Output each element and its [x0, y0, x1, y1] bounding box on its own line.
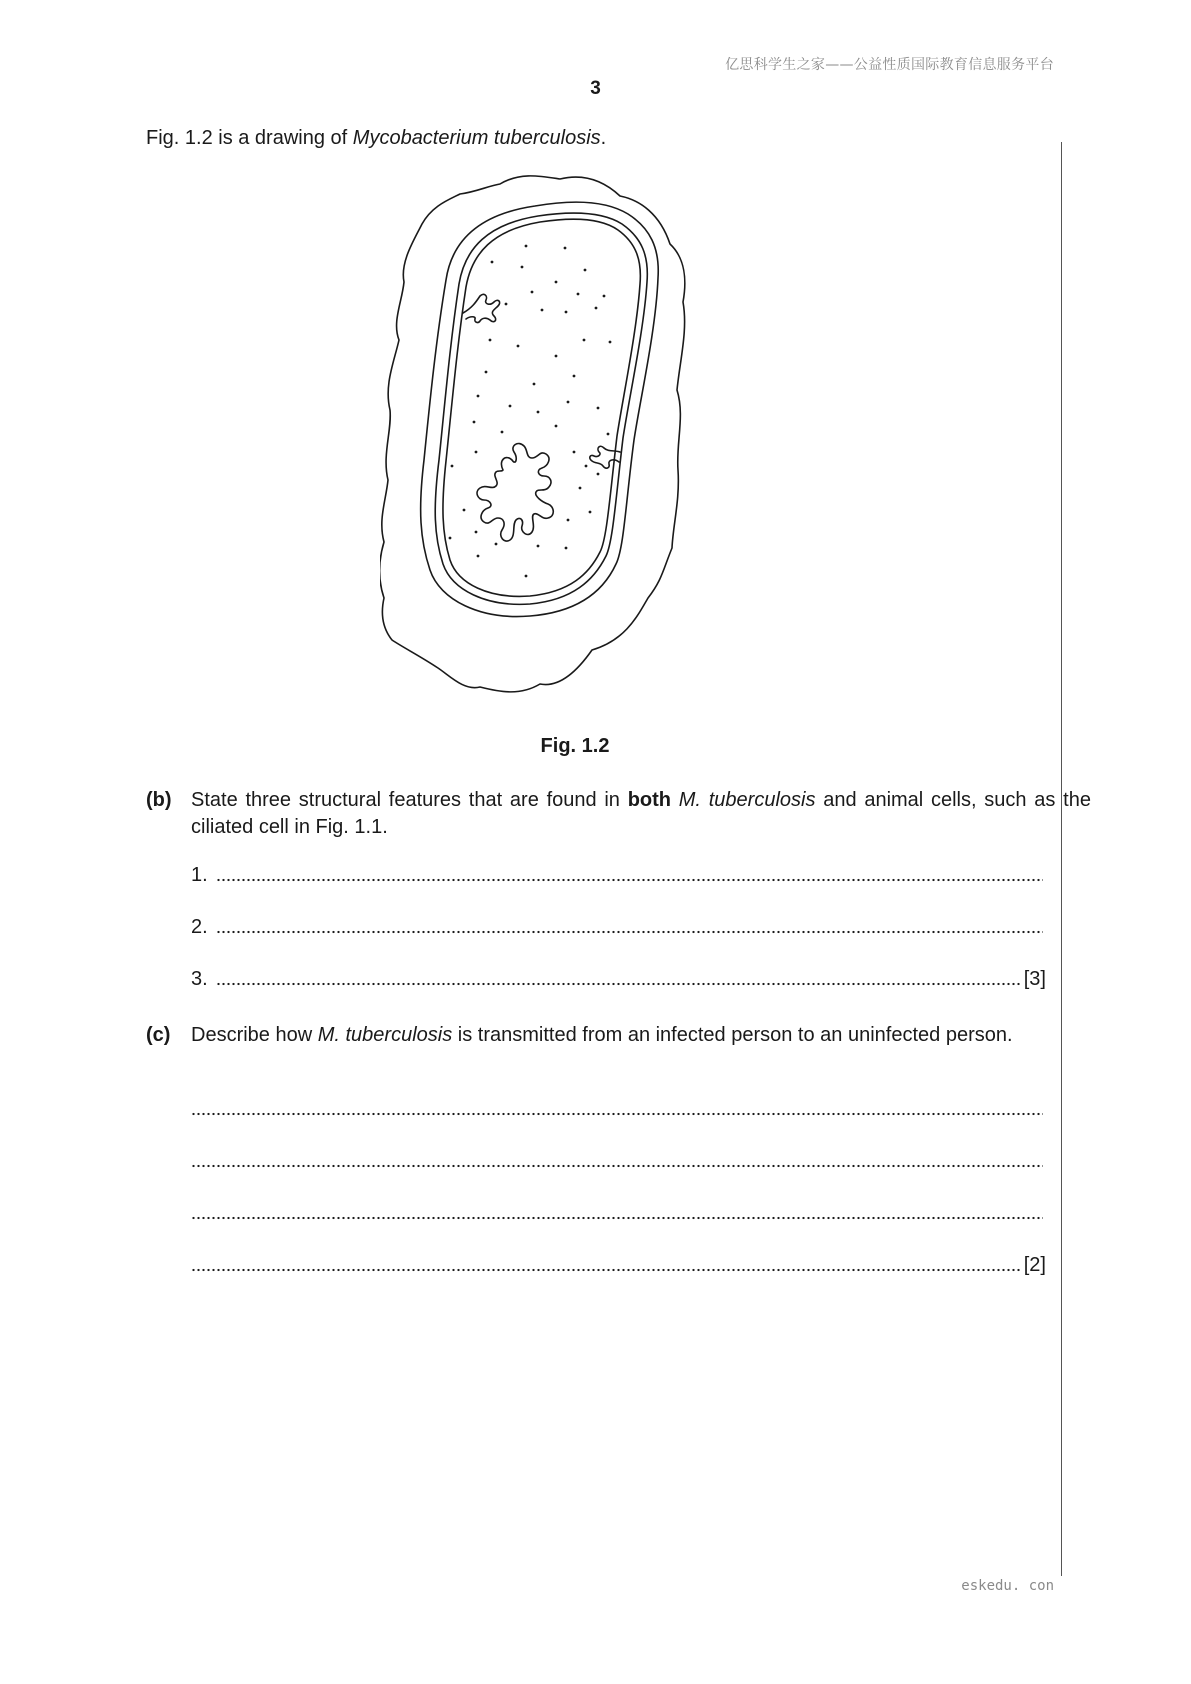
answer-number: 1.: [191, 864, 208, 886]
ribosome-dot: [501, 431, 504, 434]
ribosome-dot: [597, 473, 600, 476]
ribosome-dot: [607, 433, 610, 436]
intro-prefix: Fig. 1.2 is a drawing of: [146, 127, 353, 149]
dotted-line: [191, 1267, 1021, 1273]
intro-species: Mycobacterium tuberculosis: [352, 127, 601, 149]
ribosome-dot: [567, 401, 570, 404]
ribosome-dot: [475, 531, 478, 534]
ribosome-dot: [475, 451, 478, 454]
answer-number: 3.: [191, 968, 208, 990]
dotted-line: [216, 877, 1043, 883]
answer-line-b2[interactable]: [191, 914, 1046, 941]
ribosome-dot: [477, 555, 480, 558]
ribosome-dot: [533, 383, 536, 386]
ribosome-dot: [555, 281, 558, 284]
ribosome-dot: [473, 421, 476, 424]
ribosome-dot: [449, 537, 452, 540]
ribosome-dot: [489, 339, 492, 342]
answer-line-c3[interactable]: [191, 1200, 1046, 1227]
intro-suffix: .: [600, 127, 607, 149]
ribosome-dot: [463, 509, 466, 512]
answer-line-c4[interactable]: [191, 1252, 1046, 1279]
ribosome-dot: [491, 261, 494, 264]
marks-label: [3]: [1023, 968, 1046, 990]
ribosome-dot: [505, 303, 508, 306]
answer-number: 2.: [191, 916, 208, 938]
answer-line-c2[interactable]: [191, 1148, 1046, 1175]
ribosomes: [449, 245, 612, 578]
ribosome-dot: [567, 519, 570, 522]
ribosome-dot: [495, 543, 498, 546]
ribosome-dot: [531, 291, 534, 294]
ribosome-dot: [585, 465, 588, 468]
capsule-outline: [380, 176, 685, 692]
dotted-line: [216, 929, 1043, 935]
ribosome-dot: [595, 307, 598, 310]
mycobacterium-drawing: [380, 170, 760, 710]
ribosome-dot: [509, 405, 512, 408]
question-b-text-part-2: and animal cells, such as the ciliated cell in Fig. 1.1.: [191, 789, 1091, 838]
watermark-text: 亿思科学生之家——公益性质国际教育信息服务平台: [725, 57, 1054, 73]
question-c-label: (c): [146, 1024, 171, 1046]
ribosome-dot: [555, 425, 558, 428]
ribosome-dot: [583, 339, 586, 342]
ribosome-dot: [537, 411, 540, 414]
question-b-space: [671, 789, 679, 811]
figure-caption: Fig. 1.2: [540, 735, 610, 757]
question-c-species: M. tuberculosis: [317, 1024, 453, 1046]
figure-intro: [146, 127, 606, 150]
ribosome-dot: [565, 547, 568, 550]
marks-label: [2]: [1023, 1254, 1046, 1276]
site-footer: eskedu. con: [961, 1578, 1054, 1594]
ribosome-dot: [573, 451, 576, 454]
ribosome-dot: [485, 371, 488, 374]
ribosome-dot: [525, 245, 528, 248]
ribosome-dot: [517, 345, 520, 348]
ribosome-dot: [584, 269, 587, 272]
answer-line-c1[interactable]: [191, 1096, 1046, 1123]
ribosome-dot: [589, 511, 592, 514]
cell-membrane-outer: [435, 213, 647, 604]
dotted-line: [191, 1215, 1043, 1221]
question-b-species: M. tuberculosis: [678, 789, 816, 811]
question-b-text: [191, 787, 1091, 841]
ribosome-dot: [597, 407, 600, 410]
nucleoid: [477, 444, 553, 542]
dotted-line: [191, 1111, 1043, 1117]
answer-line-b1[interactable]: [191, 862, 1046, 889]
question-b-emphasis: both: [627, 789, 671, 811]
ribosome-dot: [564, 247, 567, 250]
answer-line-b3[interactable]: [191, 966, 1046, 993]
question-b-text-part-1: State three structural features that are found in: [191, 789, 628, 811]
ribosome-dot: [477, 395, 480, 398]
ribosome-dot: [609, 341, 612, 344]
question-b-label: (b): [146, 789, 172, 811]
ribosome-dot: [579, 487, 582, 490]
ribosome-dot: [577, 293, 580, 296]
cell-wall: [421, 202, 659, 616]
ribosome-dot: [565, 311, 568, 314]
ribosome-dot: [451, 465, 454, 468]
question-c-text: [191, 1022, 1091, 1049]
ribosome-dot: [521, 266, 524, 269]
dotted-line: [191, 1163, 1043, 1169]
ribosome-dot: [537, 545, 540, 548]
ribosome-dot: [603, 295, 606, 298]
margin-rule: [1061, 142, 1062, 1576]
ribosome-dot: [573, 375, 576, 378]
ribosome-dot: [525, 575, 528, 578]
question-c-text-part-1: Describe how: [191, 1024, 318, 1046]
page-number: 3: [590, 78, 601, 99]
dotted-line: [216, 981, 1021, 987]
ribosome-dot: [541, 309, 544, 312]
ribosome-dot: [555, 355, 558, 358]
question-c-text-part-2: is transmitted from an infected person to an uninfected person.: [452, 1024, 1013, 1046]
membrane-infolding: [463, 294, 500, 322]
